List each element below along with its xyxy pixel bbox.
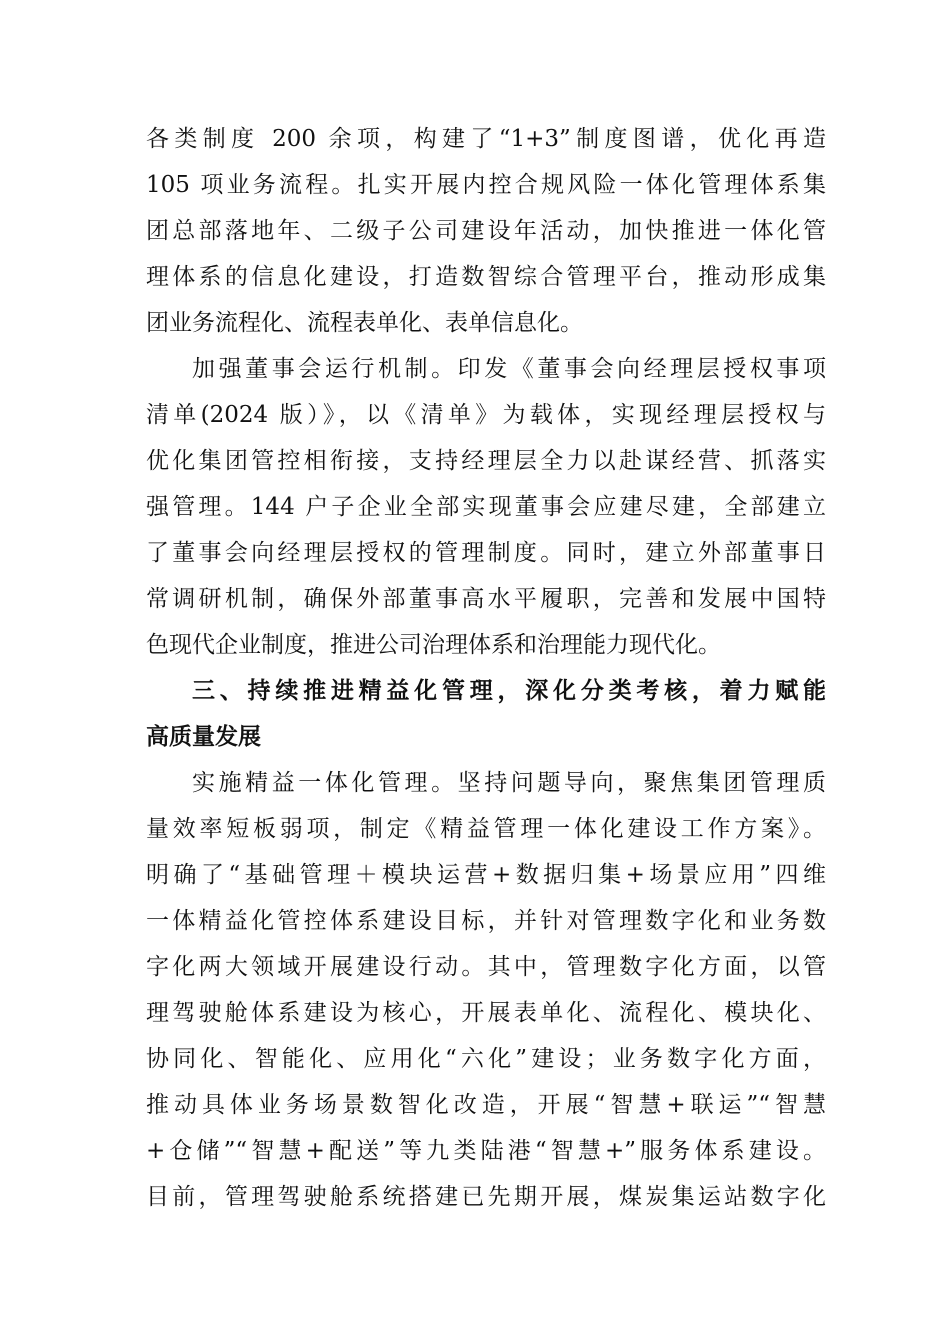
document-body (146, 116, 826, 1220)
paragraph-system-building (146, 116, 826, 346)
text-line: 团总部落地年、二级子公司建设年活动，加快推进一体化管 (146, 218, 826, 244)
text-line: +仓储”“智慧+配送”等九类陆港“智慧+”服务体系建设。 (146, 1138, 826, 1164)
text-line: 量效率短板弱项，制定《精益管理一体化建设工作方案》。 (146, 816, 826, 842)
text-line: 理驾驶舱体系建设为核心，开展表单化、流程化、模块化、 (146, 1000, 826, 1026)
paragraph-lean-management (146, 760, 826, 1220)
text-line: 了董事会向经理层授权的管理制度。同时，建立外部董事日 (146, 540, 826, 566)
text-line: 强管理。144 户子企业全部实现董事会应建尽建，全部建立 (146, 494, 826, 520)
text-line: 协同化、智能化、应用化“六化”建设；业务数字化方面， (146, 1046, 826, 1072)
text-line: 理体系的信息化建设，打造数智综合管理平台，推动形成集 (146, 264, 826, 290)
text-line: 字化两大领域开展建设行动。其中，管理数字化方面，以管 (146, 954, 826, 980)
text-line: 色现代企业制度，推进公司治理体系和治理能力现代化。 (146, 632, 721, 658)
paragraph-board-mechanism (146, 346, 826, 668)
heading-line: 三、持续推进精益化管理，深化分类考核，着力赋能 (192, 678, 826, 704)
text-line: 推动具体业务场景数智化改造，开展“智慧+联运”“智慧 (146, 1092, 826, 1118)
text-line: 清单(2024 版）》，以《清单》为载体，实现经理层授权与 (146, 402, 826, 428)
text-line: 团业务流程化、流程表单化、表单信息化。 (146, 310, 583, 336)
heading-line: 高质量发展 (146, 724, 261, 750)
text-line: 各类制度 200 余项，构建了“1+3”制度图谱，优化再造 (146, 126, 826, 152)
text-line: 一体精益化管控体系建设目标，并针对管理数字化和业务数 (146, 908, 826, 934)
text-line: 实施精益一体化管理。坚持问题导向，聚焦集团管理质 (192, 770, 826, 796)
text-line: 常调研机制，确保外部董事高水平履职，完善和发展中国特 (146, 586, 826, 612)
text-line: 加强董事会运行机制。印发《董事会向经理层授权事项 (192, 356, 826, 382)
text-line: 优化集团管控相衔接，支持经理层全力以赴谋经营、抓落实 (146, 448, 826, 474)
text-line: 目前，管理驾驶舱系统搭建已先期开展，煤炭集运站数字化 (146, 1184, 826, 1210)
text-line: 105 项业务流程。扎实开展内控合规风险一体化管理体系集 (146, 172, 826, 198)
section-heading-3 (146, 668, 826, 760)
text-line: 明确了“基础管理＋模块运营+数据归集+场景应用”四维 (146, 862, 826, 888)
